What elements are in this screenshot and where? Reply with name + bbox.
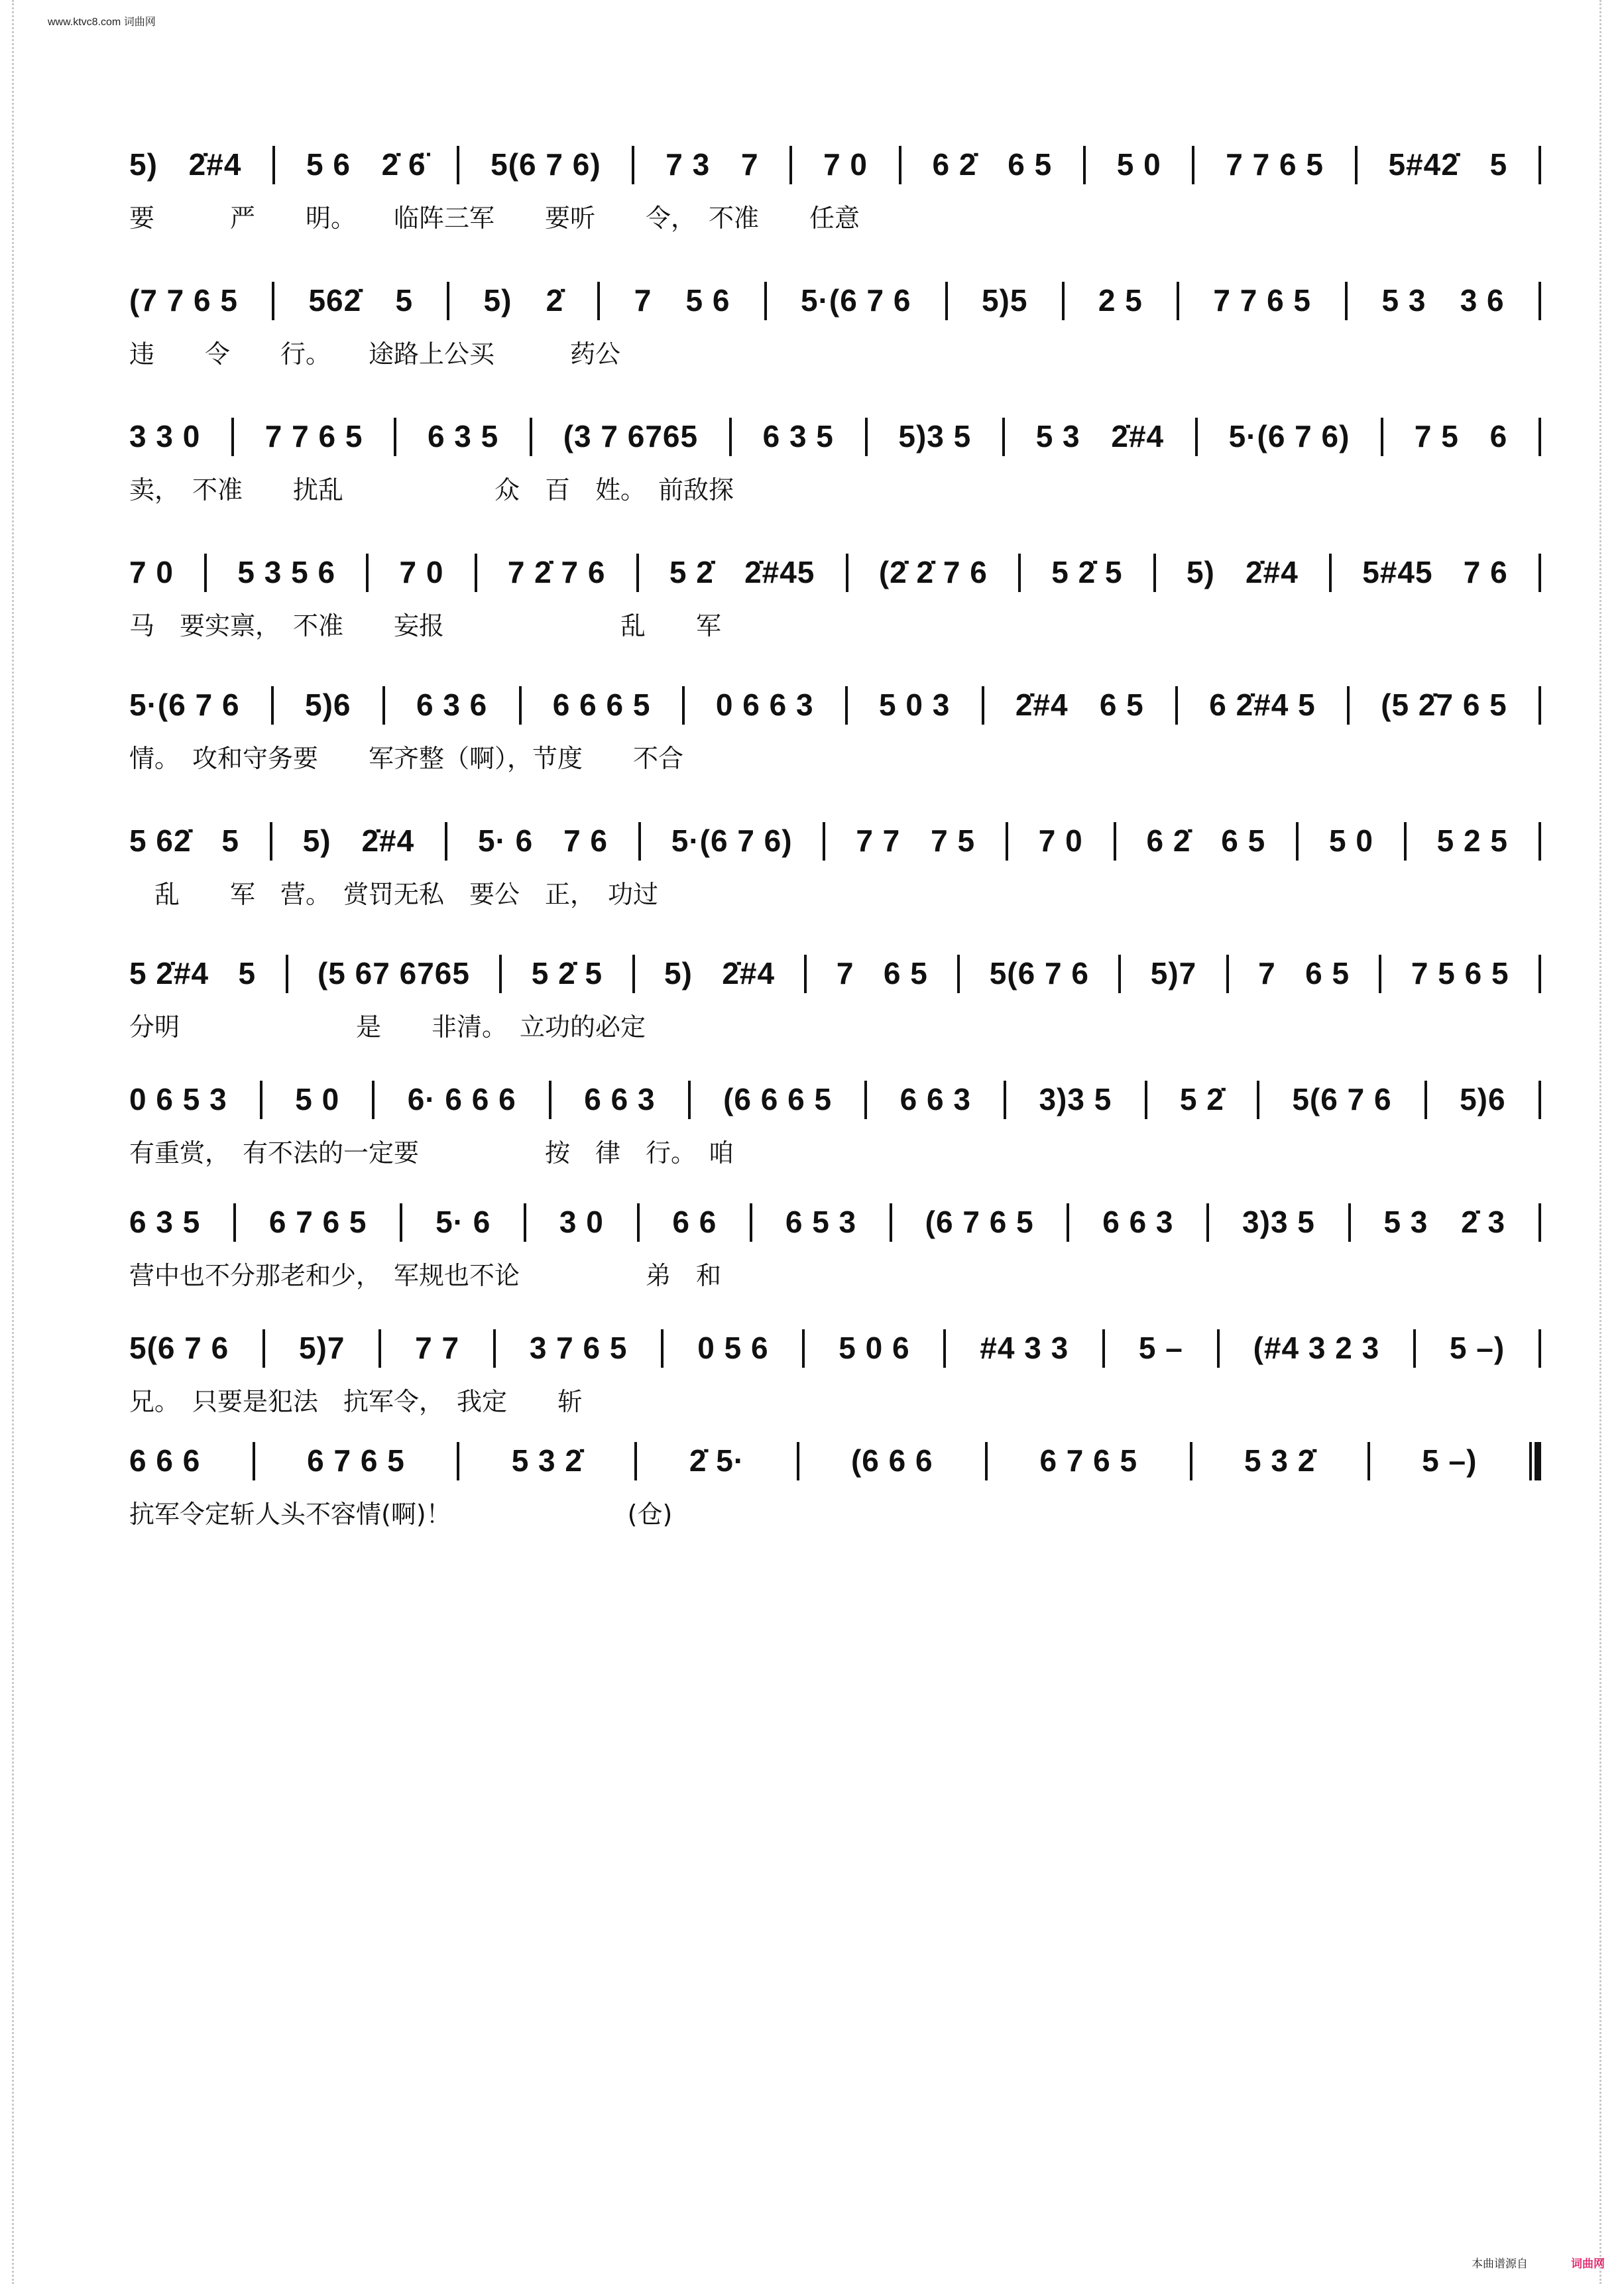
note-group: 5) (1186, 555, 1215, 589)
note-group: 5)6 (1460, 1082, 1506, 1116)
note-group: 5 –) (1449, 1331, 1505, 1365)
score-system (129, 133, 1541, 232)
bar-line (372, 1081, 375, 1119)
bar-line (1083, 146, 1086, 184)
bar-line (1379, 955, 1381, 993)
site-watermark: www.ktvc8.com 词曲网 (48, 17, 156, 28)
note-group: 7 0 (1038, 823, 1083, 858)
note-group: (7 7 6 5 (129, 283, 238, 318)
note-group: 3)3 5 (1039, 1082, 1112, 1116)
bar-line (797, 1442, 799, 1480)
note-group: 5 3 (1383, 1205, 1428, 1239)
note-group: 2̇ 3 (1461, 1205, 1506, 1239)
score-system (129, 1067, 1541, 1167)
note-group: 5 2̇ 5 (531, 956, 603, 991)
note-group: 2̇#4 (1246, 555, 1299, 589)
bar-line (1192, 146, 1194, 184)
bar-line (519, 686, 522, 725)
note-group: 0 6 6 3 (715, 688, 814, 722)
bar-line (1177, 282, 1179, 320)
bar-line (1217, 1329, 1220, 1368)
bar-line (750, 1203, 752, 1242)
note-group: 5 (238, 956, 257, 991)
bar-line (985, 1442, 988, 1480)
bar-line (1145, 1081, 1147, 1119)
score-system (129, 673, 1541, 772)
score-system (129, 269, 1541, 368)
bar-line (1345, 282, 1348, 320)
note-group: 5 2̇#4 (129, 956, 209, 991)
note-group: 5) (129, 147, 158, 182)
note-group: (5 67 6765 (317, 956, 470, 991)
note-group: 5·(6 7 6 (800, 283, 911, 318)
note-group: 6 3 5 (427, 419, 499, 453)
bar-line (549, 1081, 551, 1119)
bar-line (597, 282, 600, 320)
note-group: 2 5 (1098, 283, 1143, 318)
note-group: 5 (221, 823, 239, 858)
note-group: 7 6 (1463, 555, 1508, 589)
bar-line (899, 146, 901, 184)
note-group: 5· 6 (435, 1205, 491, 1239)
score-system (129, 941, 1541, 1041)
note-group: 5(6 7 6) (491, 147, 601, 182)
note-group: 7 2̇ 7 6 (507, 555, 606, 589)
note-group: 5 (1489, 147, 1508, 182)
note-group: 6 6 6 (129, 1443, 201, 1478)
lyrics-line: 营中也不分那老和少， 军规也不论 弟 和 (129, 1261, 722, 1290)
note-group: 6 5 (1221, 823, 1266, 858)
bar-line (445, 822, 447, 861)
bar-line (1381, 418, 1383, 456)
note-group: 6 3 5 (762, 419, 834, 453)
footer-site-logo: 词曲网 (1571, 2257, 1605, 2270)
note-group: 5(6 7 6 (1292, 1082, 1392, 1116)
lyrics-line: 要 严 明。 临阵三军 要听 令， 不准 任意 (129, 204, 860, 233)
bar-line (204, 554, 207, 592)
note-group: 7 6 (563, 823, 609, 858)
note-group: 5·(6 7 6) (1228, 419, 1350, 453)
bar-line (1538, 146, 1541, 184)
bar-line (1413, 1329, 1416, 1368)
note-group: 7 0 (129, 555, 174, 589)
bar-line (1367, 1442, 1370, 1480)
bar-line (382, 686, 385, 725)
bar-line (378, 1329, 381, 1368)
bar-line (789, 146, 792, 184)
note-group: 5(6 7 6 (989, 956, 1089, 991)
bar-line (1355, 146, 1358, 184)
bar-line (1195, 418, 1198, 456)
note-group: (6 6 6 (850, 1443, 933, 1478)
note-group: 7 (740, 147, 759, 182)
note-group: 6 2̇ (1146, 823, 1191, 858)
note-group: 7 7 (415, 1331, 460, 1365)
bar-line (1538, 955, 1541, 993)
bar-line (632, 955, 635, 993)
bar-line (634, 1442, 637, 1480)
bar-line (262, 1329, 265, 1368)
bar-line (1190, 1442, 1192, 1480)
note-group: (3 7 6765 (563, 419, 699, 453)
bar-line (1538, 686, 1541, 725)
note-group: 5 0 3 (879, 688, 951, 722)
footer-source-note: 本曲谱源自 (1472, 2257, 1528, 2270)
bar-line (447, 282, 449, 320)
note-group: 562̇ (308, 283, 362, 318)
note-group: (5 2̇7 6 5 (1381, 688, 1507, 722)
lyrics-line: 违 令 行。 途路上公买 药公 (129, 339, 621, 369)
note-group: 6 (1489, 419, 1508, 453)
final-bar-line (1529, 1442, 1541, 1480)
note-group: 7 5 6 5 (1411, 956, 1509, 991)
bar-line (943, 1329, 946, 1368)
note-group: 5 –) (1422, 1443, 1478, 1478)
bar-line (272, 146, 275, 184)
score-system (129, 404, 1541, 504)
bar-line (1002, 418, 1005, 456)
note-group: 6 7 6 5 (268, 1205, 367, 1239)
note-group: 5#45 (1362, 555, 1433, 589)
bar-line (764, 282, 767, 320)
note-group: 7 7 (856, 823, 901, 858)
note-group: 3 7 6 5 (529, 1331, 628, 1365)
score-system (129, 1429, 1541, 1528)
note-group: 2̇#4 (1111, 419, 1165, 453)
bar-line (493, 1329, 496, 1368)
note-group: 2̇ (546, 283, 564, 318)
note-group: 5 (395, 283, 414, 318)
note-group: 2̇#45 (744, 555, 815, 589)
note-group: (2̇ 2̇ 7 6 (878, 555, 988, 589)
note-group: 5)7 (1150, 956, 1197, 991)
note-group: 5· 6 (477, 823, 534, 858)
note-group: 6 3 6 (416, 688, 488, 722)
notes-line (129, 1429, 1541, 1480)
bar-line (865, 418, 868, 456)
note-group: 2̇ 5· (689, 1443, 745, 1478)
notes-line (129, 269, 1541, 320)
lyrics-line: 卖， 不准 扰乱 众 百 姓。 前敌探 (129, 475, 734, 505)
bar-line (1118, 955, 1121, 993)
note-group: 5)7 (298, 1331, 345, 1365)
bar-line (286, 955, 288, 993)
note-group: 5 – (1138, 1331, 1183, 1365)
note-group: 5 62̇ (129, 823, 192, 858)
bar-line (1538, 1329, 1541, 1368)
note-group: 7 7 6 5 (1226, 147, 1324, 182)
bar-line (890, 1203, 892, 1242)
notes-line (129, 1316, 1541, 1368)
bar-line (945, 282, 948, 320)
note-group: 6 7 6 5 (1039, 1443, 1138, 1478)
note-group: 5 2̇ 5 (1051, 555, 1123, 589)
note-group: 6 5 (1008, 147, 1053, 182)
bar-line (231, 418, 234, 456)
bar-line (530, 418, 532, 456)
note-group: 6 5 (1099, 688, 1144, 722)
bar-line (637, 1203, 640, 1242)
note-group: 6 5 3 (785, 1205, 857, 1239)
note-group: 6 2̇ (932, 147, 977, 182)
bar-line (1424, 1081, 1427, 1119)
note-group: 7 5 (1414, 419, 1459, 453)
bar-line (475, 554, 477, 592)
note-group: 6 6 3 (584, 1082, 656, 1116)
note-group: 5 2 5 (1436, 823, 1508, 858)
note-group: 7 7 6 5 (1213, 283, 1312, 318)
note-group: (6 6 6 5 (723, 1082, 833, 1116)
lyrics-line: 马 要实禀， 不准 妄报 乱 军 (129, 611, 722, 640)
note-group: 3 6 (1460, 283, 1505, 318)
bar-line (1114, 822, 1116, 861)
score-system (129, 1316, 1541, 1415)
notes-line (129, 1190, 1541, 1242)
bar-line (1257, 1081, 1259, 1119)
note-group: (#4 3 2 3 (1253, 1331, 1380, 1365)
note-group: 2̇#4 (361, 823, 415, 858)
lyrics-line: 抗军令定斩人头不容情(啊)！ (仓) (129, 1500, 673, 1529)
note-group: 2̇ 6̈ (381, 147, 426, 182)
bar-line (271, 686, 274, 725)
note-group: 5#42̇ (1388, 147, 1459, 182)
bar-line (1348, 1203, 1351, 1242)
note-group: 7 5 (931, 823, 976, 858)
note-group: 5 2̇ (1179, 1082, 1224, 1116)
bar-line (1062, 282, 1065, 320)
bar-line (982, 686, 984, 725)
score-system (129, 809, 1541, 908)
bar-line (1153, 554, 1156, 592)
note-group: 6 6 3 (899, 1082, 971, 1116)
bar-line (1538, 418, 1541, 456)
bar-line (1538, 1203, 1541, 1242)
bar-line (682, 686, 685, 725)
bar-line (260, 1081, 262, 1119)
bar-line (1538, 282, 1541, 320)
bar-line (1347, 686, 1350, 725)
notes-line (129, 404, 1541, 456)
score-system (129, 1190, 1541, 1290)
bar-line (524, 1203, 526, 1242)
lyrics-line: 分明 是 非清。 立功的必定 (129, 1012, 646, 1042)
note-group: 5·(6 7 6) (671, 823, 793, 858)
bar-line (845, 686, 848, 725)
bar-line (1175, 686, 1178, 725)
note-group: 5) (664, 956, 693, 991)
lyrics-line: 乱 军 营。 赏罚无私 要公 正， 功过 (129, 880, 659, 909)
note-group: 2̇#4 (1015, 688, 1069, 722)
note-group: 6 2̇#4 5 (1209, 688, 1316, 722)
bar-line (270, 822, 272, 861)
bar-line (457, 1442, 459, 1480)
note-group: 5)6 (305, 688, 351, 722)
note-group: 5 3 5 6 (237, 555, 336, 589)
note-group: 5·(6 7 6 (129, 688, 240, 722)
note-group: 3)3 5 (1242, 1205, 1315, 1239)
notes-line (129, 133, 1541, 184)
bar-line (272, 282, 274, 320)
bar-line (366, 554, 369, 592)
bar-line (804, 955, 807, 993)
note-group: 6 6 (672, 1205, 717, 1239)
bar-line (1102, 1329, 1105, 1368)
note-group: #4 3 3 (980, 1331, 1069, 1365)
bar-line (638, 822, 641, 861)
bar-line (1018, 554, 1021, 592)
bar-line (636, 554, 639, 592)
bar-line (632, 146, 634, 184)
bar-line (802, 1329, 805, 1368)
bar-line (1538, 1081, 1541, 1119)
note-group: 7 0 (823, 147, 868, 182)
note-group: 5 6 (306, 147, 351, 182)
note-group: 6 6 6 5 (552, 688, 651, 722)
notes-line (129, 540, 1541, 592)
note-group: 5 0 (1116, 147, 1161, 182)
note-group: 5)5 (981, 283, 1028, 318)
bar-line (1296, 822, 1299, 861)
lyrics-line: 兄。 只要是犯法 抗军令， 我定 斩 (129, 1387, 583, 1416)
note-group: 5 3 (1381, 283, 1426, 318)
notes-line (129, 1067, 1541, 1119)
note-group: 0 6 5 3 (129, 1082, 227, 1116)
lyrics-line: 有重赏， 有不法的一定要 按 律 行。 咱 (129, 1138, 734, 1168)
bar-line (457, 146, 459, 184)
note-group: 5) (483, 283, 512, 318)
note-group: 6 6 3 (1102, 1205, 1174, 1239)
bar-line (823, 822, 825, 861)
note-group: 5 3 2̇ (511, 1443, 583, 1478)
bar-line (1206, 1203, 1209, 1242)
bar-line (233, 1203, 236, 1242)
note-group: 6 3 5 (129, 1205, 201, 1239)
bar-line (253, 1442, 255, 1480)
note-group: 6· 6 6 6 (407, 1082, 516, 1116)
note-group: 7 0 (399, 555, 444, 589)
bar-line (1004, 1081, 1006, 1119)
note-group: 3 3 0 (129, 419, 201, 453)
bar-line (1067, 1203, 1069, 1242)
score-system (129, 540, 1541, 640)
note-group: 6 7 6 5 (307, 1443, 405, 1478)
bar-line (661, 1329, 664, 1368)
note-group: 7 (836, 956, 854, 991)
bar-line (1404, 822, 1407, 861)
note-group: 5 0 6 (839, 1331, 910, 1365)
note-group: 2̇#4 (188, 147, 242, 182)
note-group: 5(6 7 6 (129, 1331, 229, 1365)
note-group: 5 3 2̇ (1244, 1443, 1316, 1478)
note-group: 5 3 (1035, 419, 1080, 453)
bar-line (1538, 554, 1541, 592)
note-group: 5 0 (1328, 823, 1373, 858)
bar-line (1006, 822, 1008, 861)
lyrics-line: 情。 攻和守务要 军齐整（啊），节度 不合 (129, 744, 684, 773)
note-group: 5) (302, 823, 331, 858)
bar-line (1226, 955, 1229, 993)
bar-line (400, 1203, 402, 1242)
notes-line (129, 809, 1541, 861)
bar-line (957, 955, 960, 993)
note-group: 7 3 (666, 147, 711, 182)
bar-line (846, 554, 848, 592)
bar-line (1538, 822, 1541, 861)
note-group: 7 (1258, 956, 1276, 991)
bar-line (729, 418, 732, 456)
notes-line (129, 941, 1541, 993)
note-group: 3 0 (559, 1205, 604, 1239)
note-group: 7 7 6 5 (264, 419, 363, 453)
notes-line (129, 673, 1541, 725)
note-group: 6 5 (1305, 956, 1350, 991)
bar-line (499, 955, 502, 993)
note-group: 5 0 (295, 1082, 340, 1116)
bar-line (1329, 554, 1332, 592)
note-group: 5 2̇ (669, 555, 714, 589)
note-group: 5)3 5 (898, 419, 972, 453)
note-group: 7 (634, 283, 652, 318)
note-group: (6 7 6 5 (925, 1205, 1034, 1239)
note-group: 6 5 (883, 956, 928, 991)
bar-line (688, 1081, 691, 1119)
note-group: 5 6 (685, 283, 730, 318)
bar-line (394, 418, 396, 456)
note-group: 0 5 6 (697, 1331, 769, 1365)
note-group: 2̇#4 (722, 956, 776, 991)
bar-line (864, 1081, 867, 1119)
